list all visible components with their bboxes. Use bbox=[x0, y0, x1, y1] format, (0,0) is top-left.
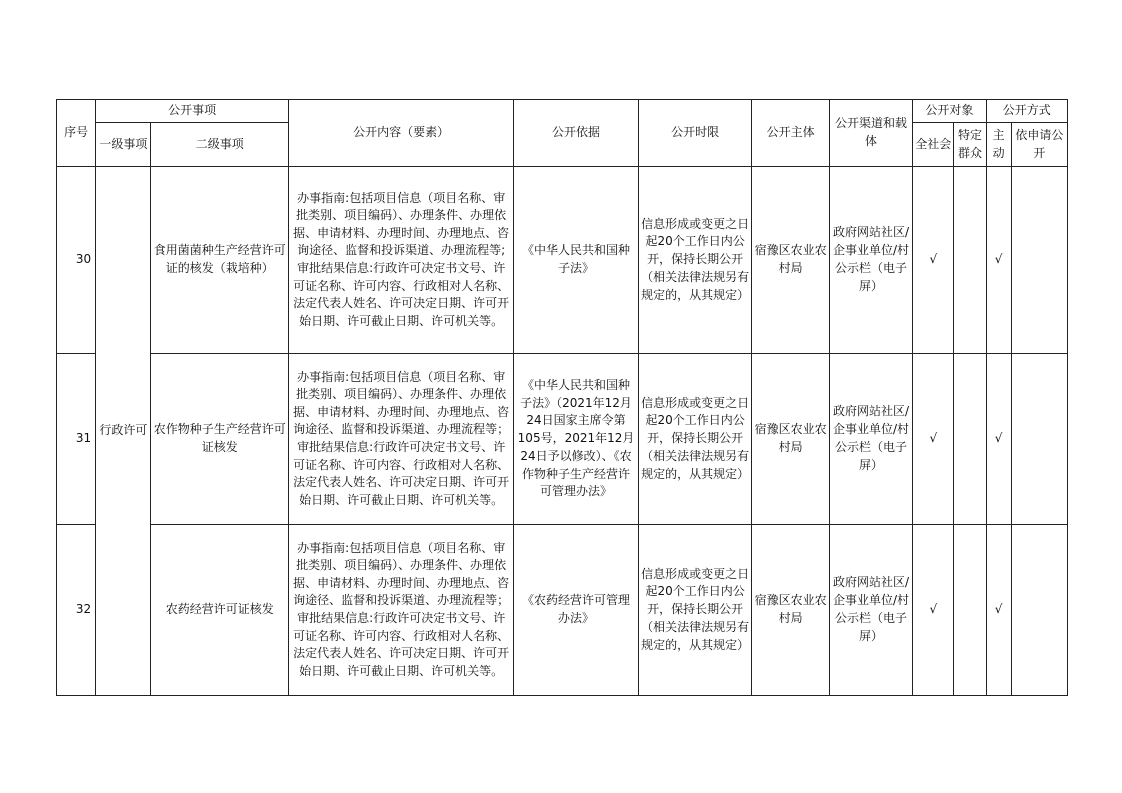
row-basis: 《中华人民共和国种子法》 bbox=[514, 167, 639, 354]
row-seq: 30 bbox=[57, 167, 96, 354]
header-audience-specific: 特定群众 bbox=[954, 123, 986, 167]
row-active-check: √ bbox=[986, 354, 1011, 525]
row-specific-group-check bbox=[954, 525, 986, 696]
row-on-request-check bbox=[1011, 525, 1067, 696]
row-channel: 政府网站社区/企事业单位/村公示栏（电子屏） bbox=[829, 354, 912, 525]
row-all-society-check: √ bbox=[913, 525, 954, 696]
row-time-limit: 信息形成或变更之日起20个工作日内公开，保持长期公开（相关法律法规另有规定的，从其规定） bbox=[638, 167, 752, 354]
header-audience-all: 全社会 bbox=[913, 123, 954, 167]
header-content: 公开内容（要素） bbox=[289, 100, 514, 167]
row-seq: 32 bbox=[57, 525, 96, 696]
header-subject: 公开主体 bbox=[752, 100, 829, 167]
row-basis: 《农药经营许可管理办法》 bbox=[514, 525, 639, 696]
header-mode-request: 依申请公开 bbox=[1011, 123, 1067, 167]
header-item-group: 公开事项 bbox=[96, 100, 289, 123]
header-level2: 二级事项 bbox=[151, 123, 289, 167]
row-channel: 政府网站社区/企事业单位/村公示栏（电子屏） bbox=[829, 167, 912, 354]
row-on-request-check bbox=[1011, 354, 1067, 525]
row-basis: 《中华人民共和国种子法》（2021年12月24日国家主席令第105号，2021年12月24日予以修改）、《农作物种子生产经营许可管理办法》 bbox=[514, 354, 639, 525]
header-channel: 公开渠道和载体 bbox=[829, 100, 912, 167]
row-subject: 宿豫区农业农村局 bbox=[752, 525, 829, 696]
row-level2-item: 农作物种子生产经营许可证核发 bbox=[151, 354, 289, 525]
row-specific-group-check bbox=[954, 167, 986, 354]
row-time-limit: 信息形成或变更之日起20个工作日内公开，保持长期公开（相关法律法规另有规定的，从其规定） bbox=[638, 354, 752, 525]
row-time-limit: 信息形成或变更之日起20个工作日内公开，保持长期公开（相关法律法规另有规定的，从其规定） bbox=[638, 525, 752, 696]
row-subject: 宿豫区农业农村局 bbox=[752, 354, 829, 525]
row-content: 办事指南:包括项目信息（项目名称、审批类别、项目编码）、办理条件、办理依据、申请材料、办理时间、办理地点、咨询途径、监督和投诉渠道、办理流程等;审批结果信息:行政许可决定书文号、许可证名称、许可内容、行政相对人名称、法定代表人姓名、许可决定日期、许可开始日期、许可截止日期、许可机关等。 bbox=[289, 167, 514, 354]
row-active-check: √ bbox=[986, 525, 1011, 696]
header-level1: 一级事项 bbox=[96, 123, 151, 167]
row-level2-item: 农药经营许可证核发 bbox=[151, 525, 289, 696]
row-all-society-check: √ bbox=[913, 167, 954, 354]
row-level2-item: 食用菌菌种生产经营许可证的核发（栽培种） bbox=[151, 167, 289, 354]
header-basis: 公开依据 bbox=[514, 100, 639, 167]
row-content: 办事指南:包括项目信息（项目名称、审批类别、项目编码）、办理条件、办理依据、申请材料、办理时间、办理地点、咨询途径、监督和投诉渠道、办理流程等；审批结果信息:行政许可决定书文号、许可证名称、许可内容、行政相对人名称、法定代表人姓名、许可决定日期、许可开始日期、许可截止日期、许可机关等。 bbox=[289, 354, 514, 525]
row-content: 办事指南:包括项目信息（项目名称、审批类别、项目编码）、办理条件、办理依据、申请材料、办理时间、办理地点、咨询途径、监督和投诉渠道、办理流程等；审批结果信息:行政许可决定书文号、许可证名称、许可内容、行政相对人名称、法定代表人姓名、许可决定日期、许可开始日期、许可截止日期、许可机关等。 bbox=[289, 525, 514, 696]
row-specific-group-check bbox=[954, 354, 986, 525]
table-row bbox=[57, 354, 1068, 525]
level1-item: 行政许可 bbox=[96, 167, 151, 696]
header-seq: 序号 bbox=[57, 100, 96, 167]
header-time-limit: 公开时限 bbox=[638, 100, 752, 167]
disclosure-table bbox=[56, 99, 1068, 696]
row-on-request-check bbox=[1011, 167, 1067, 354]
header-audience-group: 公开对象 bbox=[913, 100, 986, 123]
row-active-check: √ bbox=[986, 167, 1011, 354]
row-seq: 31 bbox=[57, 354, 96, 525]
table-row bbox=[57, 167, 1068, 354]
row-all-society-check: √ bbox=[913, 354, 954, 525]
header-mode-active: 主动 bbox=[986, 123, 1011, 167]
row-subject: 宿豫区农业农村局 bbox=[752, 167, 829, 354]
header-mode-group: 公开方式 bbox=[986, 100, 1067, 123]
row-channel: 政府网站社区/企事业单位/村公示栏（电子屏） bbox=[829, 525, 912, 696]
table-header bbox=[57, 100, 1068, 167]
table-row bbox=[57, 525, 1068, 696]
